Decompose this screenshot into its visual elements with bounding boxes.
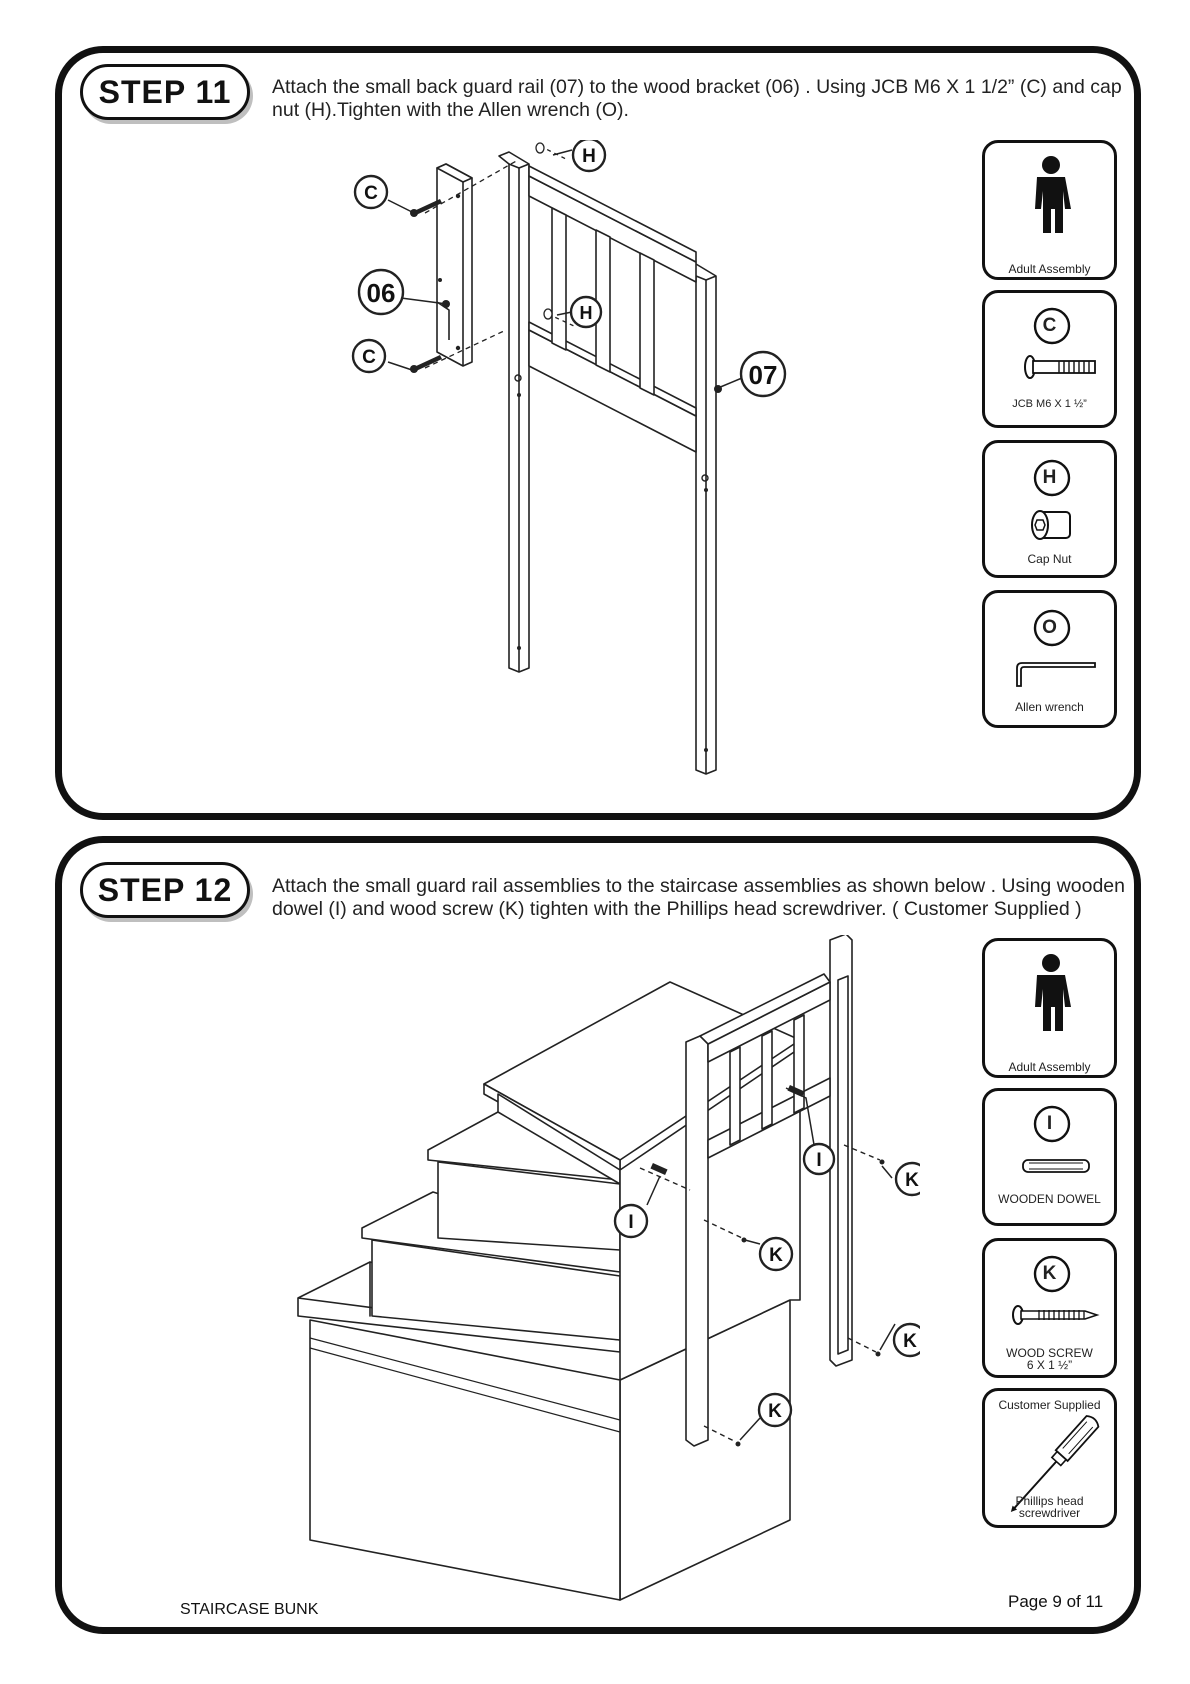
document-name: STAIRCASE BUNK: [180, 1601, 319, 1618]
hardware-c-caption: JCB M6 X 1 ½”: [1012, 398, 1087, 410]
hardware-i-card: [982, 1088, 1117, 1226]
step-12-label: STEP 12: [80, 862, 250, 918]
step-12-staircase-drawing: [290, 935, 920, 1605]
hardware-o-caption: Allen wrench: [1015, 700, 1084, 714]
hardware-o-letter: O: [1042, 617, 1057, 638]
callout-I-back: I: [816, 1150, 822, 1171]
hardware-h-caption: Cap Nut: [1027, 552, 1072, 566]
step-11-instruction: Attach the small back guard rail (07) to the wood bracket (06) . Using JCB M6 X 1 1/2” (C) and cap nut (H).Tighten with the Allen wrench (O).: [272, 76, 1122, 121]
hardware-o-card: [982, 590, 1117, 728]
step-12-instruction: Attach the small guard rail assemblies to the staircase assemblies as shown below . Using wooden dowel (I) and wood screw (K) tighten with the Phillips head screwdriver. ( Customer Supplied ): [272, 875, 1126, 920]
callout-K-back-bottom: K: [903, 1331, 917, 1352]
hardware-i-letter: I: [1046, 1113, 1053, 1134]
screwdriver-caption: Phillips head: [1015, 1494, 1084, 1508]
callout-I-front: I: [628, 1212, 634, 1233]
callout-H-top: H: [582, 146, 596, 167]
callout-C-top: C: [364, 183, 378, 204]
hardware-k-size: 6 X 1 ½”: [1026, 1358, 1073, 1372]
callout-C-bottom: C: [362, 347, 376, 368]
dowel-icon: [985, 1091, 1120, 1229]
hardware-k-caption: WOOD SCREW: [1006, 1346, 1093, 1360]
hardware-h-card: [982, 440, 1117, 578]
callout-07: 07: [748, 360, 778, 390]
callout-H-middle: H: [579, 303, 593, 323]
callout-06: 06: [366, 278, 396, 308]
callout-K-front-bottom: K: [768, 1401, 782, 1422]
customer-supplied-card: [982, 1388, 1117, 1528]
screwdriver-caption-2: screwdriver: [1018, 1506, 1081, 1520]
adult-assembly-caption: Adult Assembly: [1008, 262, 1091, 276]
step-11-assembly-drawing: [340, 140, 810, 780]
adult-assembly-caption-2: Adult Assembly: [1008, 1060, 1091, 1074]
page-number: Page 9 of 11: [1008, 1592, 1104, 1611]
hardware-k-card: [982, 1238, 1117, 1378]
callout-K-front-top: K: [769, 1245, 783, 1266]
hardware-c-letter: C: [1042, 315, 1057, 336]
hardware-h-letter: H: [1042, 467, 1057, 488]
adult-assembly-card-2: [982, 938, 1117, 1078]
customer-supplied-caption: Customer Supplied: [998, 1398, 1101, 1412]
hardware-i-caption: WOODEN DOWEL: [998, 1192, 1101, 1206]
hardware-c-card: [982, 290, 1117, 428]
adult-assembly-card: [982, 140, 1117, 280]
callout-K-back-top: K: [905, 1170, 919, 1191]
step-11-label: STEP 11: [80, 64, 250, 120]
hardware-k-letter: K: [1042, 1263, 1057, 1284]
